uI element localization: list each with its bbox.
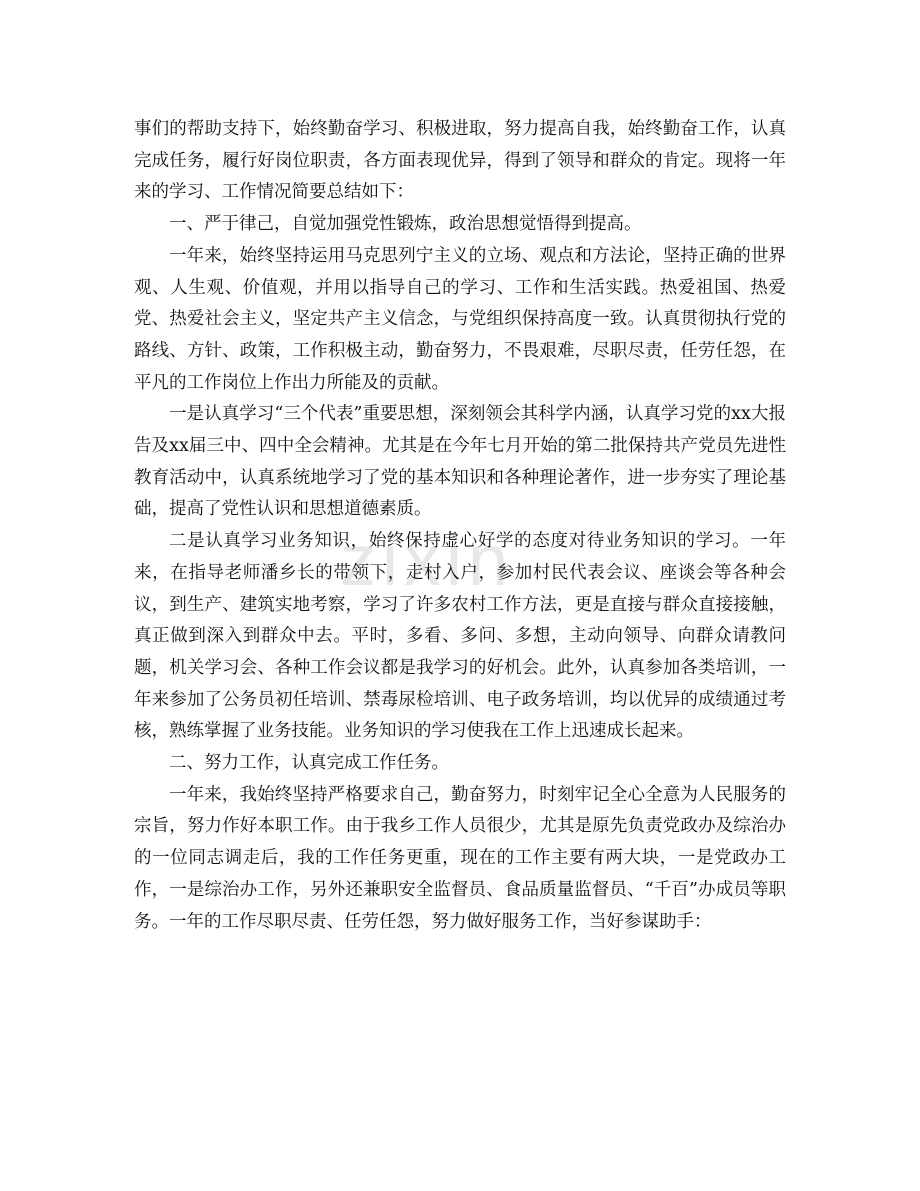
paragraph: 一年来，始终坚持运用马克思列宁主义的立场、观点和方法论，坚持正确的世界观、人生观、价值观，并用以指导自己的学习、工作和生活实践。热爱祖国、热爱党、热爱社会主义，坚定共产主义信念，与党组织保持高度一致。认真贯彻执行党的路线、方针、政策，工作积极主动，勤奋努力，不畏艰难，尽职尽责，任劳任怨，在平凡的工作岗位上作出力所能及的贡献。: [134, 245, 786, 393]
paragraph: 事们的帮助支持下，始终勤奋学习、积极进取，努力提高自我，始终勤奋工作，认真完成任务，履行好岗位职责，各方面表现优异，得到了领导和群众的肯定。现将一年来的学习、工作情况简要总结如下：: [134, 119, 786, 203]
watermark: zixin: [340, 521, 515, 601]
paragraph: 一年来，我始终坚持严格要求自己，勤奋努力，时刻牢记全心全意为人民服务的宗旨，努力作好本职工作。由于我乡工作人员很少，尤其是原先负责党政办及综治办的一位同志调走后，我的工作任务更重，现在的工作主要有两大块，一是党政办工作，一是综治办工作，另外还兼职安全监督员、食品质量监督员、“千百”办成员等职务。一年的工作尽职尽责、任劳任怨，努力做好服务工作，当好参谋助手：: [134, 784, 786, 932]
paragraph: 一是认真学习“三个代表”重要思想，深刻领会其科学内涵，认真学习党的xx大报告及xx届三中、四中全会精神。尤其是在今年七月开始的第二批保持共产党员先进性教育活动中，认真系统地学习了党的基本知识和各种理论著作，进一步夯实了理论基础，提高了党性认识和思想道德素质。: [134, 404, 786, 520]
section-heading: 二、努力工作，认真完成工作任务。: [169, 753, 449, 774]
section-heading: 一、严于律己，自觉加强党性锻炼，政治思想觉悟得到提高。: [169, 214, 642, 235]
document-body: [134, 114, 786, 938]
paragraph: 二是认真学习业务知识，始终保持虚心好学的态度对待业务知识的学习。一年来，在指导老师潘乡长的带领下，走村入户，参加村民代表会议、座谈会等各种会议，到生产、建筑实地考察，学习了许多农村工作方法，更是直接与群众直接接触，真正做到深入到群众中去。平时，多看、多问、多想，主动向领导、向群众请教问题，机关学习会、各种工作会议都是我学习的好机会。此外，认真参加各类培训，一年来参加了公务员初任培训、禁毒尿检培训、电子政务培训，均以优异的成绩通过考核，熟练掌握了业务技能。业务知识的学习使我在工作上迅速成长起来。: [134, 531, 786, 742]
